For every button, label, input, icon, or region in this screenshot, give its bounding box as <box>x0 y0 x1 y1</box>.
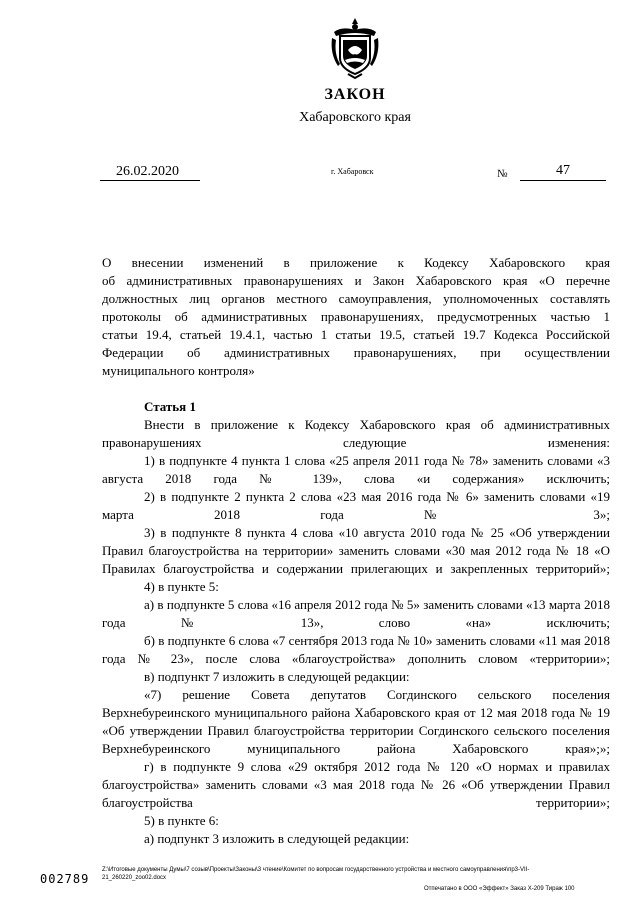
number-underline <box>520 180 606 181</box>
article-paragraph: 2) в подпункте 2 пункта 2 слова «23 мая 2016 года № 6» заменить словами «19 марта 2018 года № 3»; <box>102 489 610 522</box>
file-path-line: 21_260220_zoo02.docx <box>102 875 167 881</box>
article-paragraph: а) подпункт 3 изложить в следующей редакции: <box>144 831 410 846</box>
preamble-line: должностных лиц органов местного самоуправления, уполномоченных составлять <box>102 291 610 306</box>
article-paragraph: г) в подпункте 9 слова «29 октября 2012 года № 120 «О нормах и правилах благоустройства» заменить словами «3 мая 2018 года № 26 «Об утверждении Правил благоустройства территории»; <box>102 759 610 810</box>
article-1-block <box>102 398 610 848</box>
number-sign: № <box>497 168 508 180</box>
law-number: 47 <box>556 163 570 178</box>
preamble-line: об административных правонарушениях и Закон Хабаровского края «О перечне <box>102 273 610 288</box>
city-label: г. Хабаровск <box>331 167 374 176</box>
date-underline <box>100 180 200 181</box>
printer-note: Отпечатано в ООО «Эффект» Заказ Х-209 Тираж 100 <box>424 886 575 892</box>
article-paragraph: 4) в пункте 5: <box>144 579 219 594</box>
document-stamp-number: 002789 <box>40 872 90 886</box>
article-paragraph: 1) в подпункте 4 пункта 1 слова «25 апреля 2011 года № 78» заменить словами «3 августа 2018 года № 139», слова «и содержания» исключить; <box>102 453 610 486</box>
file-path-line: Z:\Итоговые документы Думы\7 созыв\Проекты\Законы\3 чтение\Комитет по вопросам государственного устройства и местного самоуправления\пр3-VII- <box>102 867 530 873</box>
file-path-footer <box>102 866 612 882</box>
coat-of-arms-emblem <box>328 16 382 80</box>
preamble-block <box>102 254 610 380</box>
preamble-line: протоколы об административных правонарушениях, предусмотренных частью 1 <box>102 309 610 324</box>
article-paragraph: 3) в подпункте 8 пункта 4 слова «10 августа 2010 года № 25 «Об утверждении Правил благоустройства на территории» заменить словами «30 мая 2012 года № 18 «О Правилах благоустройства и содержании прилегающих и закрепленных территорий»; <box>102 525 610 576</box>
document-subtitle: Хабаровского края <box>299 110 411 125</box>
preamble-line: Федерации об административных правонарушениях, при осуществлении <box>102 345 610 360</box>
article-paragraph: 5) в пункте 6: <box>144 813 219 828</box>
article-paragraph: б) в подпункте 6 слова «7 сентября 2013 года № 10» заменить словами «11 мая 2018 года № 23», после слова «благоустройства» дополнить словом «территории»; <box>102 633 610 666</box>
preamble-line: статьи 19.4, статьей 19.4.1, частью 1 статьи 19.5, статьей 19.7 Кодекса Российской <box>102 327 610 342</box>
document-title: ЗАКОН <box>324 86 386 103</box>
adoption-date: 26.02.2020 <box>116 164 179 179</box>
article-paragraph: а) в подпункте 5 слова «16 апреля 2012 года № 5» заменить словами «13 марта 2018 года № 13», слово «на» исключить; <box>102 597 610 630</box>
preamble-line: О внесении изменений в приложение к Кодексу Хабаровского края <box>102 255 610 270</box>
preamble-line: муниципального контроля» <box>102 363 255 378</box>
article-paragraph: в) подпункт 7 изложить в следующей редакции: <box>144 669 410 684</box>
article-paragraph: Внести в приложение к Кодексу Хабаровского края об административных правонарушениях следующие изменения: <box>102 417 610 450</box>
article-heading: Статья 1 <box>144 399 196 414</box>
article-paragraph: «7) решение Совета депутатов Согдинского сельского поселения Верхнебуреинского муниципального района Хабаровского края от 12 мая 2018 года № 19 «Об утверждении Правил благоустройства территории Согдинского сельского поселения Верхнебуреинского муниципального района Хабаровского края»;»; <box>102 687 610 756</box>
